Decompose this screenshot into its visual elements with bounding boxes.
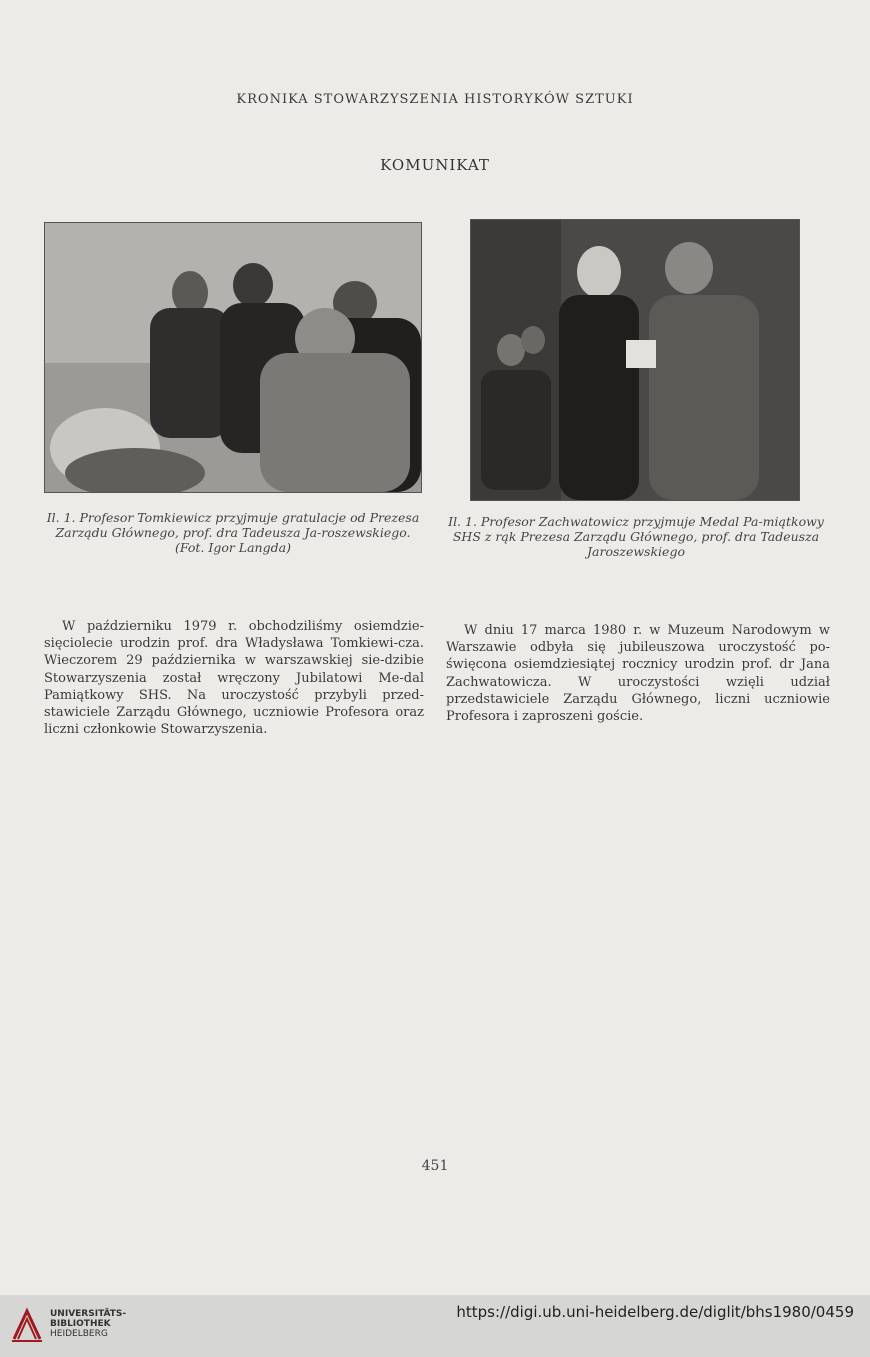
figure-caption-right: Il. 1. Profesor Zachwatowicz przyjmuje Medal Pa-miątkowy SHS z rąk Prezesa Zarządu Głównego, prof. dra Tadeusza Jaroszewskiego	[448, 514, 824, 559]
paragraph-zachwatowicz: W dniu 17 marca 1980 r. w Muzeum Narodowym w Warszawie odbyła się jubileuszowa uroczystość po-święcona osiemdziesiątej rocznicy urodzin prof. dr Jana Zachwatowicza. W uroczystości wzięli udział przedstawiciele Zarządu Głównego, liczni uczniowie Profesora i zaproszeni goście.	[446, 623, 830, 725]
ub-heidelberg-logo-icon	[10, 1305, 44, 1345]
photo-tomkiewicz-congratulations	[44, 222, 422, 493]
section-title: KOMUNIKAT	[380, 156, 490, 174]
library-name: UNIVERSITÄTS- BIBLIOTHEK HEIDELBERG	[50, 1309, 127, 1339]
permalink-url[interactable]: https://digi.ub.uni-heidelberg.de/diglit/bhs1980/0459	[456, 1303, 854, 1321]
running-head: KRONIKA STOWARZYSZENIA HISTORYKÓW SZTUKI	[236, 92, 634, 107]
paragraph-tomkiewicz: W październiku 1979 r. obchodziliśmy osiemdzie-sięciolecie urodzin prof. dra Władysława Tomkiewi-cza. Wieczorem 29 października w warszawskiej sie-dzibie Stowarzyszenia został wręczony Jubilatowi Me-dal Pamiątkowy SHS. Na uroczystość przybyli przed-stawiciele Zarządu Głównego, uczniowie Profesora oraz liczni członkowie Stowarzyszenia.	[44, 619, 424, 738]
photo-zachwatowicz-medal	[470, 219, 800, 501]
page-number: 451	[421, 1158, 449, 1174]
figure-caption-left: Il. 1. Profesor Tomkiewicz przyjmuje gratulacje od Prezesa Zarządu Głównego, prof. dra Tadeusza Ja-roszewskiego. (Fot. Igor Langda)	[46, 510, 420, 555]
photo-right-image	[471, 220, 799, 500]
photo-left-image	[45, 223, 421, 492]
viewer-footer	[0, 1295, 870, 1357]
